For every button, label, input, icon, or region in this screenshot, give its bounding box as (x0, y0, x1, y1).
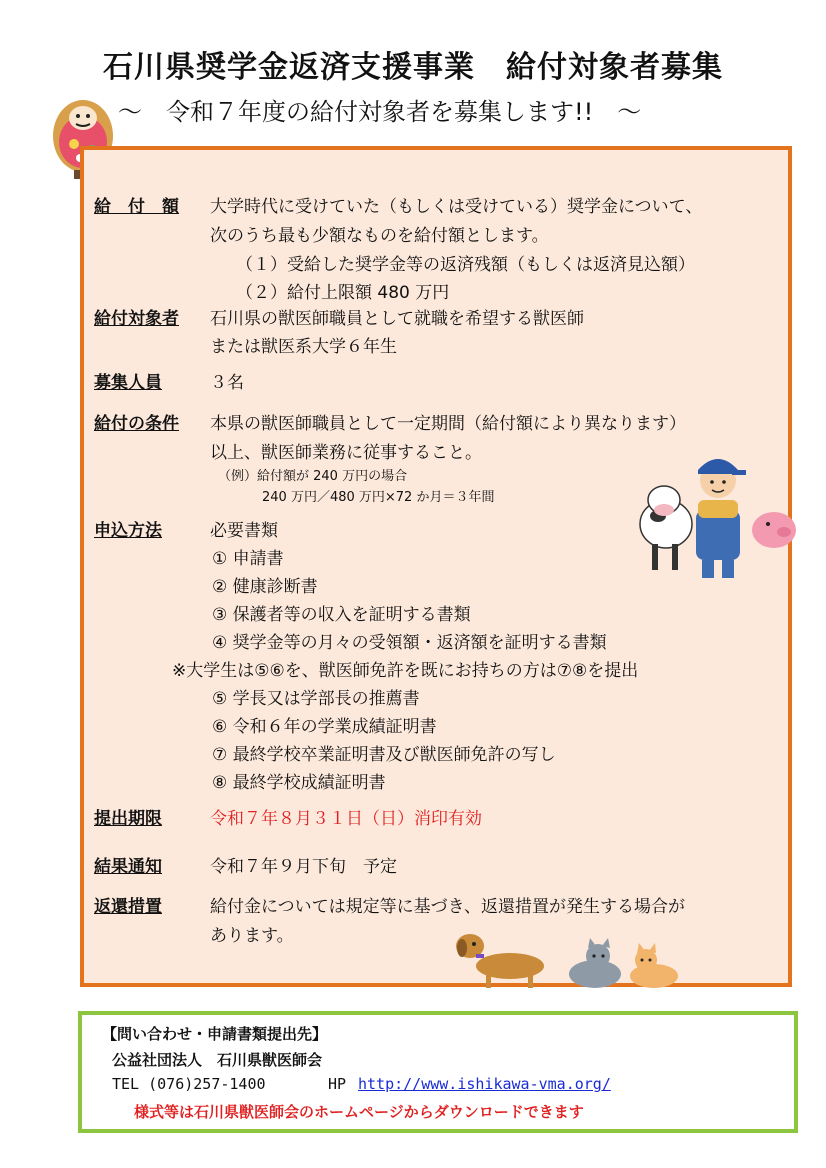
apply-doc7: ⑦ 最終学校卒業証明書及び獣医師免許の写し (212, 745, 556, 765)
contact-org: 公益社団法人 石川県獣医師会 (112, 1051, 323, 1069)
apply-doc5: ⑤ 学長又は学部長の推薦書 (212, 689, 420, 709)
condition-line1: 本県の獣医師職員として一定期間（給付額により異なります） (210, 414, 686, 434)
result-label: 結果通知 (94, 857, 162, 877)
contact-panel (78, 1011, 798, 1133)
condition-line2: 以上、獣医師業務に従事すること。 (210, 443, 482, 463)
recruit-value: ３名 (210, 373, 244, 393)
apply-doc4: ④ 奨学金等の月々の受領額・返済額を証明する書類 (212, 633, 607, 653)
refund-line1: 給付金については規定等に基づき、返還措置が発生する場合が (210, 897, 685, 917)
contact-notice: 様式等は石川県獣医師会のホームページからダウンロードできます (134, 1103, 584, 1121)
amount-item2: （２）給付上限額 480 万円 (236, 283, 450, 303)
farmer-with-animals-icon (636, 440, 798, 582)
recruit-label: 募集人員 (94, 373, 162, 393)
condition-example2: 240 万円／480 万円×72 か月＝３年間 (262, 490, 495, 505)
target-label: 給付対象者 (94, 309, 179, 329)
amount-label: 給 付 額 (94, 197, 179, 217)
contact-tel: TEL (076)257-1400 (112, 1075, 266, 1093)
contact-heading: 【問い合わせ・申請書類提出先】 (102, 1025, 328, 1043)
refund-line2: あります。 (210, 926, 294, 946)
apply-heading: 必要書類 (210, 521, 278, 541)
apply-doc3: ③ 保護者等の収入を証明する書類 (212, 605, 471, 625)
condition-example1: （例）給付額が 240 万円の場合 (218, 469, 408, 484)
amount-line1: 大学時代に受けていた（もしくは受けている）奨学金について、 (210, 197, 703, 217)
refund-label: 返還措置 (94, 897, 162, 917)
contact-hp-link[interactable]: http://www.ishikawa-vma.org/ (358, 1075, 611, 1093)
contact-hp-label: HP (328, 1075, 347, 1093)
page-title: 石川県奨学金返済支援事業 給付対象者募集 (103, 50, 723, 85)
deadline-label: 提出期限 (94, 809, 162, 829)
apply-label: 申込方法 (94, 521, 162, 541)
apply-doc6: ⑥ 令和６年の学業成績証明書 (212, 717, 437, 737)
dog-and-cats-icon (440, 926, 688, 990)
apply-doc8: ⑧ 最終学校成績証明書 (212, 773, 386, 793)
deadline-value: 令和７年８月３１日（日）消印有効 (210, 809, 482, 829)
page-subtitle: ～ 令和７年度の給付対象者を募集します!! ～ (118, 98, 642, 126)
amount-item1: （１）受給した奨学金等の返済残額（もしくは返済見込額） (236, 255, 695, 275)
amount-line2: 次のうち最も少額なものを給付額とします。 (210, 226, 549, 246)
target-line2: または獣医系大学６年生 (210, 337, 397, 357)
apply-doc2: ② 健康診断書 (212, 577, 318, 597)
apply-note: ※大学生は⑤⑥を、獣医師免許を既にお持ちの方は⑦⑧を提出 (172, 661, 639, 681)
result-value: 令和７年９月下旬 予定 (210, 857, 397, 877)
target-line1: 石川県の獣医師職員として就職を希望する獣医師 (210, 309, 584, 329)
condition-label: 給付の条件 (94, 414, 179, 434)
apply-doc1: ① 申請書 (212, 549, 284, 569)
